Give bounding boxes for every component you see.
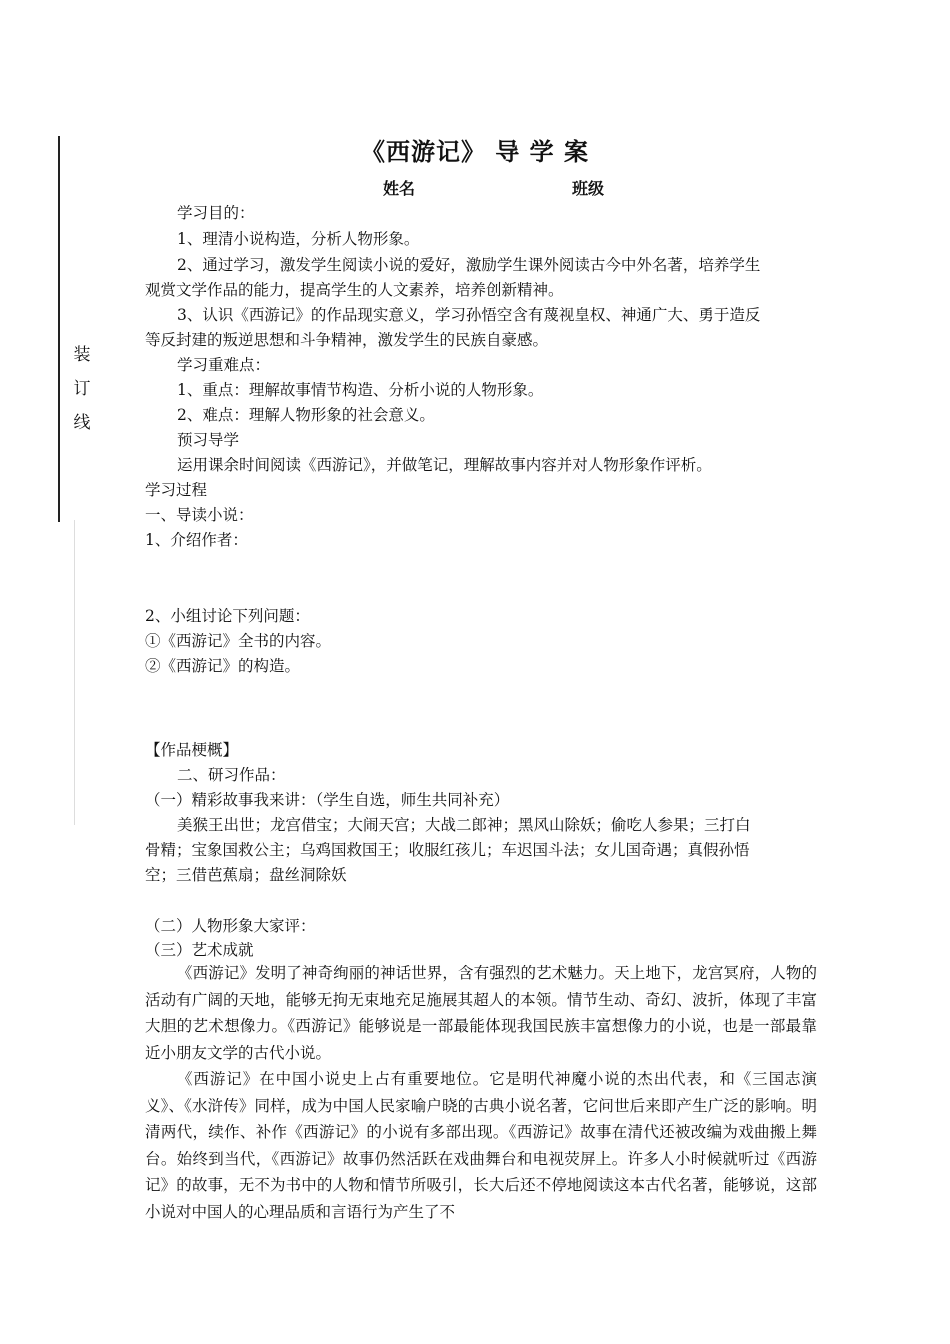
section-2-heading: 二、研习作品： bbox=[177, 766, 286, 784]
section-1-item-2: 2、小组讨论下列问题： bbox=[145, 607, 310, 625]
art-paragraph-1: 《西游记》发明了神奇绚丽的神话世界，含有强烈的艺术魅力。天上地下，龙宫冥府，人物的活动有广阔的天地，能够无拘无束地充足施展其超人的本领。情节生动、奇幻、波折，体现了丰富大胆的艺术想像力。《西游记》能够说是一部最能体现我国民族丰富想像力的小说，也是一部最靠近小朋友文学的古代小说。 bbox=[145, 964, 817, 1062]
preview-text: 运用课余时间阅读《西游记》，并做笔记，理解故事内容并对人物形象作评析。 bbox=[177, 456, 712, 474]
art-paragraphs bbox=[145, 960, 817, 1225]
stories-line-1: 美猴王出世；龙宫借宝；大闹天宫；大战二郎神；黑风山除妖；偷吃人参果；三打白 bbox=[177, 816, 751, 834]
section-1-item-1: 1、介绍作者： bbox=[145, 531, 248, 549]
binding-char-1: 装 bbox=[73, 345, 91, 365]
art-paragraph-2: 《西游记》在中国小说史上占有重要地位。它是明代神魔小说的杰出代表，和《三国志演义》、《水浒传》同样，成为中国人民家喻户晓的古典小说名著，它问世后来即产生广泛的影响。明清两代，续作、补作《西游记》的小说有多部出现。《西游记》故事在清代还被改编为戏曲搬上舞台。始终到当代，《西游记》故事仍然活跃在戏曲舞台和电视荧屏上。许多人小时候就听过《西游记》的故事，无不为书中的人物和情节所吸引，长大后还不停地阅读这本古代名著，能够说，这部小说对中国人的心理品质和言语行为产生了不 bbox=[145, 1070, 817, 1221]
binding-char-3: 线 bbox=[73, 413, 91, 433]
objective-2-line-1: 2、通过学习，激发学生阅读小说的爱好，激励学生课外阅读古今中外名著，培养学生 bbox=[177, 256, 761, 274]
preview-heading: 预习导学 bbox=[177, 431, 240, 449]
question-1: ①《西游记》全书的内容。 bbox=[145, 632, 332, 650]
key-points-heading: 学习重难点： bbox=[177, 356, 271, 374]
objective-3-line-1: 3、认识《西游记》的作品现实意义，学习孙悟空含有蔑视皇权、神通广大、勇于造反 bbox=[177, 306, 761, 324]
objective-3-line-2: 等反封建的叛逆思想和斗争精神，激发学生的民族自豪感。 bbox=[145, 331, 549, 349]
subsection-3-heading: （三）艺术成就 bbox=[145, 941, 254, 959]
objectives-heading: 学习目的： bbox=[177, 204, 255, 222]
stories-line-2: 骨精；宝象国救公主；乌鸡国救国王；收服红孩儿；车迟国斗法；女儿国奇遇；真假孙悟 bbox=[145, 841, 750, 859]
objective-1: 1、理清小说构造，分析人物形象。 bbox=[177, 230, 420, 248]
subsection-1-heading: （一）精彩故事我来讲：（学生自选，师生共同补充） bbox=[145, 791, 510, 809]
question-2: ②《西游记》的构造。 bbox=[145, 657, 301, 675]
subsection-2-heading: （二）人物形象大家评： bbox=[145, 917, 316, 935]
binding-char-2: 订 bbox=[73, 379, 91, 399]
class-label: 班级 bbox=[572, 179, 605, 198]
name-label: 姓名 bbox=[383, 179, 416, 198]
process-heading: 学习过程 bbox=[145, 481, 208, 499]
summary-heading: 【作品梗概】 bbox=[145, 741, 239, 759]
section-1-heading: 一、导读小说： bbox=[145, 506, 254, 524]
binding-label bbox=[70, 338, 94, 440]
binding-line bbox=[58, 136, 60, 522]
page-title: 《西游记》 导 学 案 bbox=[360, 137, 590, 166]
objective-2-line-2: 观赏文学作品的能力，提高学生的人文素养，培养创新精神。 bbox=[145, 281, 564, 299]
stories-line-3: 空；三借芭蕉扇；盘丝洞除妖 bbox=[145, 866, 347, 884]
key-point-1: 1、重点：理解故事情节构造、分析小说的人物形象。 bbox=[177, 381, 544, 399]
key-point-2: 2、难点：理解人物形象的社会意义。 bbox=[177, 406, 435, 424]
binding-line-faint bbox=[74, 520, 75, 825]
